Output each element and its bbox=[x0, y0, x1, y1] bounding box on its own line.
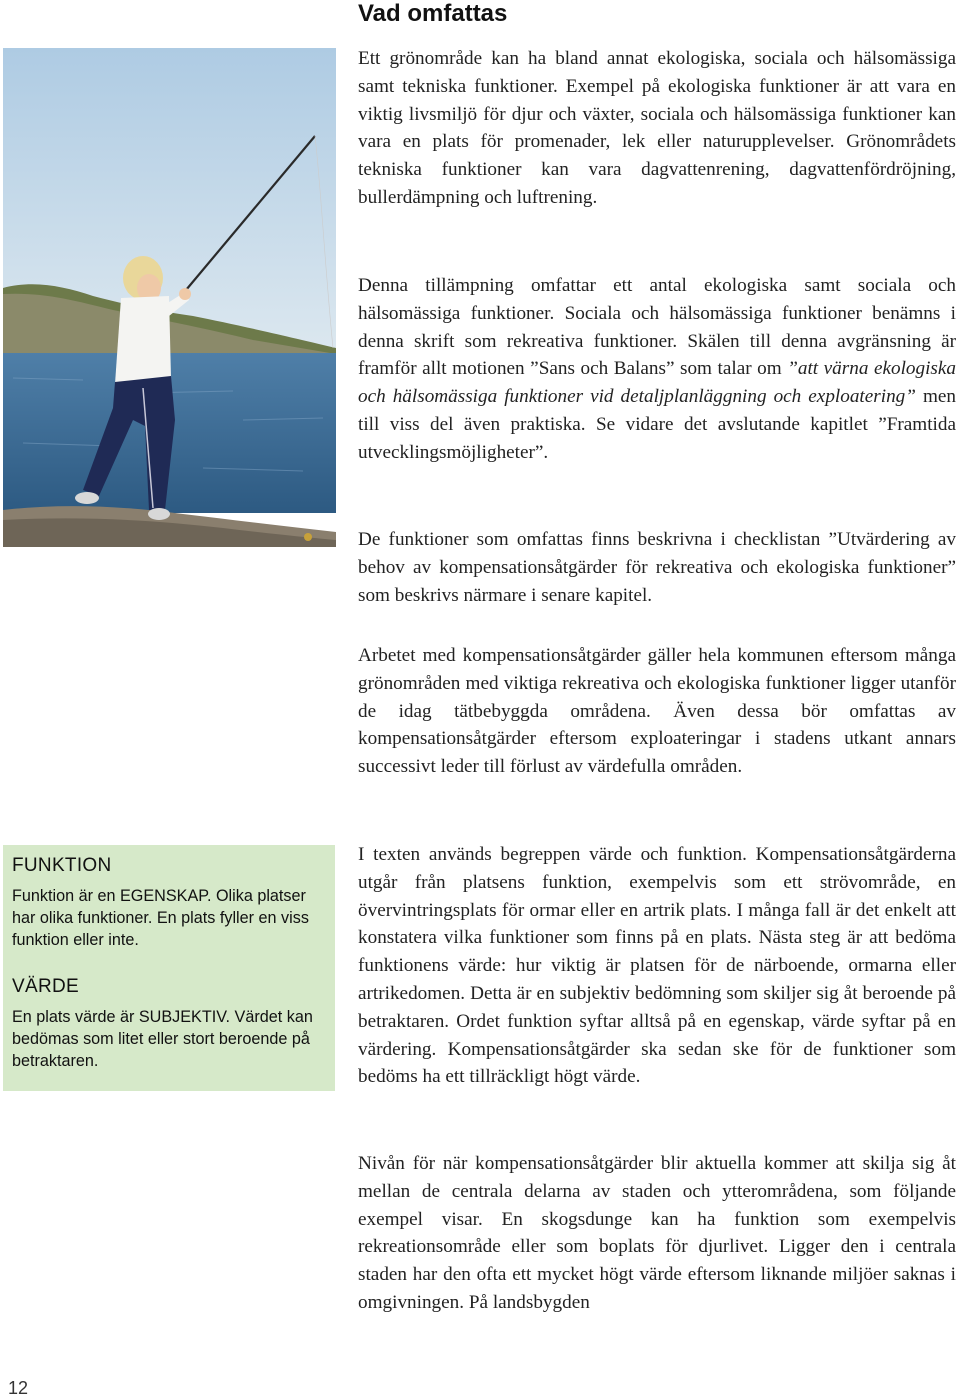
paragraph-1: Ett grönområde kan ha bland annat ekologiska, sociala och hälsomässiga samt tekniska funktioner. Exempel på ekologiska funktioner är att vara en viktig livsmiljö för djur och växter, sociala och hälsomässiga funktioner kan vara en plats för promenader, lek eller naturupplevelser. Grönområdets tekniska funktioner kan vara dagvattenrening, dagvattenfördröjning, bullerdämpning och luftrening. bbox=[358, 48, 956, 208]
paragraph-3: De funktioner som omfattas finns beskrivna i checklistan ”Utvärdering av behov av kompensationsåtgärder för rekreativa och ekologiska funktioner” som beskrivs närmare i senare kapitel. bbox=[358, 529, 956, 606]
page-number: 12 bbox=[8, 1378, 29, 1398]
paragraph-2-quote: ”att värna ekologiska och hälsomässiga funktioner vid detaljplanläggning och exploatering” bbox=[358, 358, 956, 408]
paragraph-6: Nivån för när kompensationsåtgärder blir aktuella kommer att skilja sig åt mellan de centrala delarna av staden och ytterområdena, som följande exempel visar. En skogsdunge kan ha funktion som exempelvis rekreationsområde eller som boplats för djurlivet. Ligger den i centrala staden har den ofta ett mycket högt värde eftersom liknande miljöer saknas i omgivningen. På landsbygden bbox=[358, 1153, 956, 1313]
funktion-text: Funktion är en EGENSKAP. Olika platser har olika funktioner. En plats fyller en viss funktion eller inte. bbox=[12, 887, 309, 949]
varde-text: En plats värde är SUBJEKTIV. Värdet kan bedömas som litet eller stort beroende på betraktaren. bbox=[12, 1008, 313, 1070]
paragraph-2-text-end: men till viss del även praktiska. Se vidare det avslutande kapitlet ”Framtida utvecklingsmöjligheter”. bbox=[358, 386, 956, 463]
funktion-heading: FUNKTION bbox=[12, 855, 112, 876]
paragraph-2-text: Denna tillämpning omfattar ett antal ekologiska samt sociala och hälsomässiga funktioner. Sociala och hälsomässiga funktioner benämns i denna skrift som rekreativa funktioner. Skälen till denna avgränsning är framför allt motionen ”Sans och Balans” som talar om bbox=[358, 275, 956, 380]
paragraph-2 bbox=[358, 272, 956, 467]
paragraph-5: I texten används begreppen värde och funktion. Kompensationsåtgärderna utgår från platsens funktion, exempelvis som ett strövområde, en övervintringsplats för ormar eller en artrik plats. I många fall är det enkelt att konstatera vilka funktioner som finns på en plats. Nästa steg är att bedöma funktionens värde: hur viktig är platsen för de närboende, ormarna eller artrikedomen. Detta är en subjektiv bedömning som skiljer sig åt beroende på betraktaren. Ordet funktion syftar alltså på en egenskap, värde syftar på en värdering. Kompensationsåtgärder ska sedan ske för de funktioner som bedöms ha ett tillräckligt högt värde. bbox=[358, 844, 956, 1088]
varde-heading: VÄRDE bbox=[12, 976, 79, 997]
paragraph-4: Arbetet med kompensationsåtgärder gäller hela kommunen eftersom många grönområden med viktiga rekreativa och ekologiska funktioner ligger utanför de idag tätbebyggda områdena. Även dessa bör omfattas av kompensationsåtgärder eftersom exploateringar i stadens utkant annars successivt leder till förlust av värdefulla områden. bbox=[358, 645, 956, 778]
fishing-photo bbox=[3, 48, 336, 547]
definition-box bbox=[3, 845, 335, 1091]
page-title: Vad omfattas bbox=[358, 0, 508, 27]
